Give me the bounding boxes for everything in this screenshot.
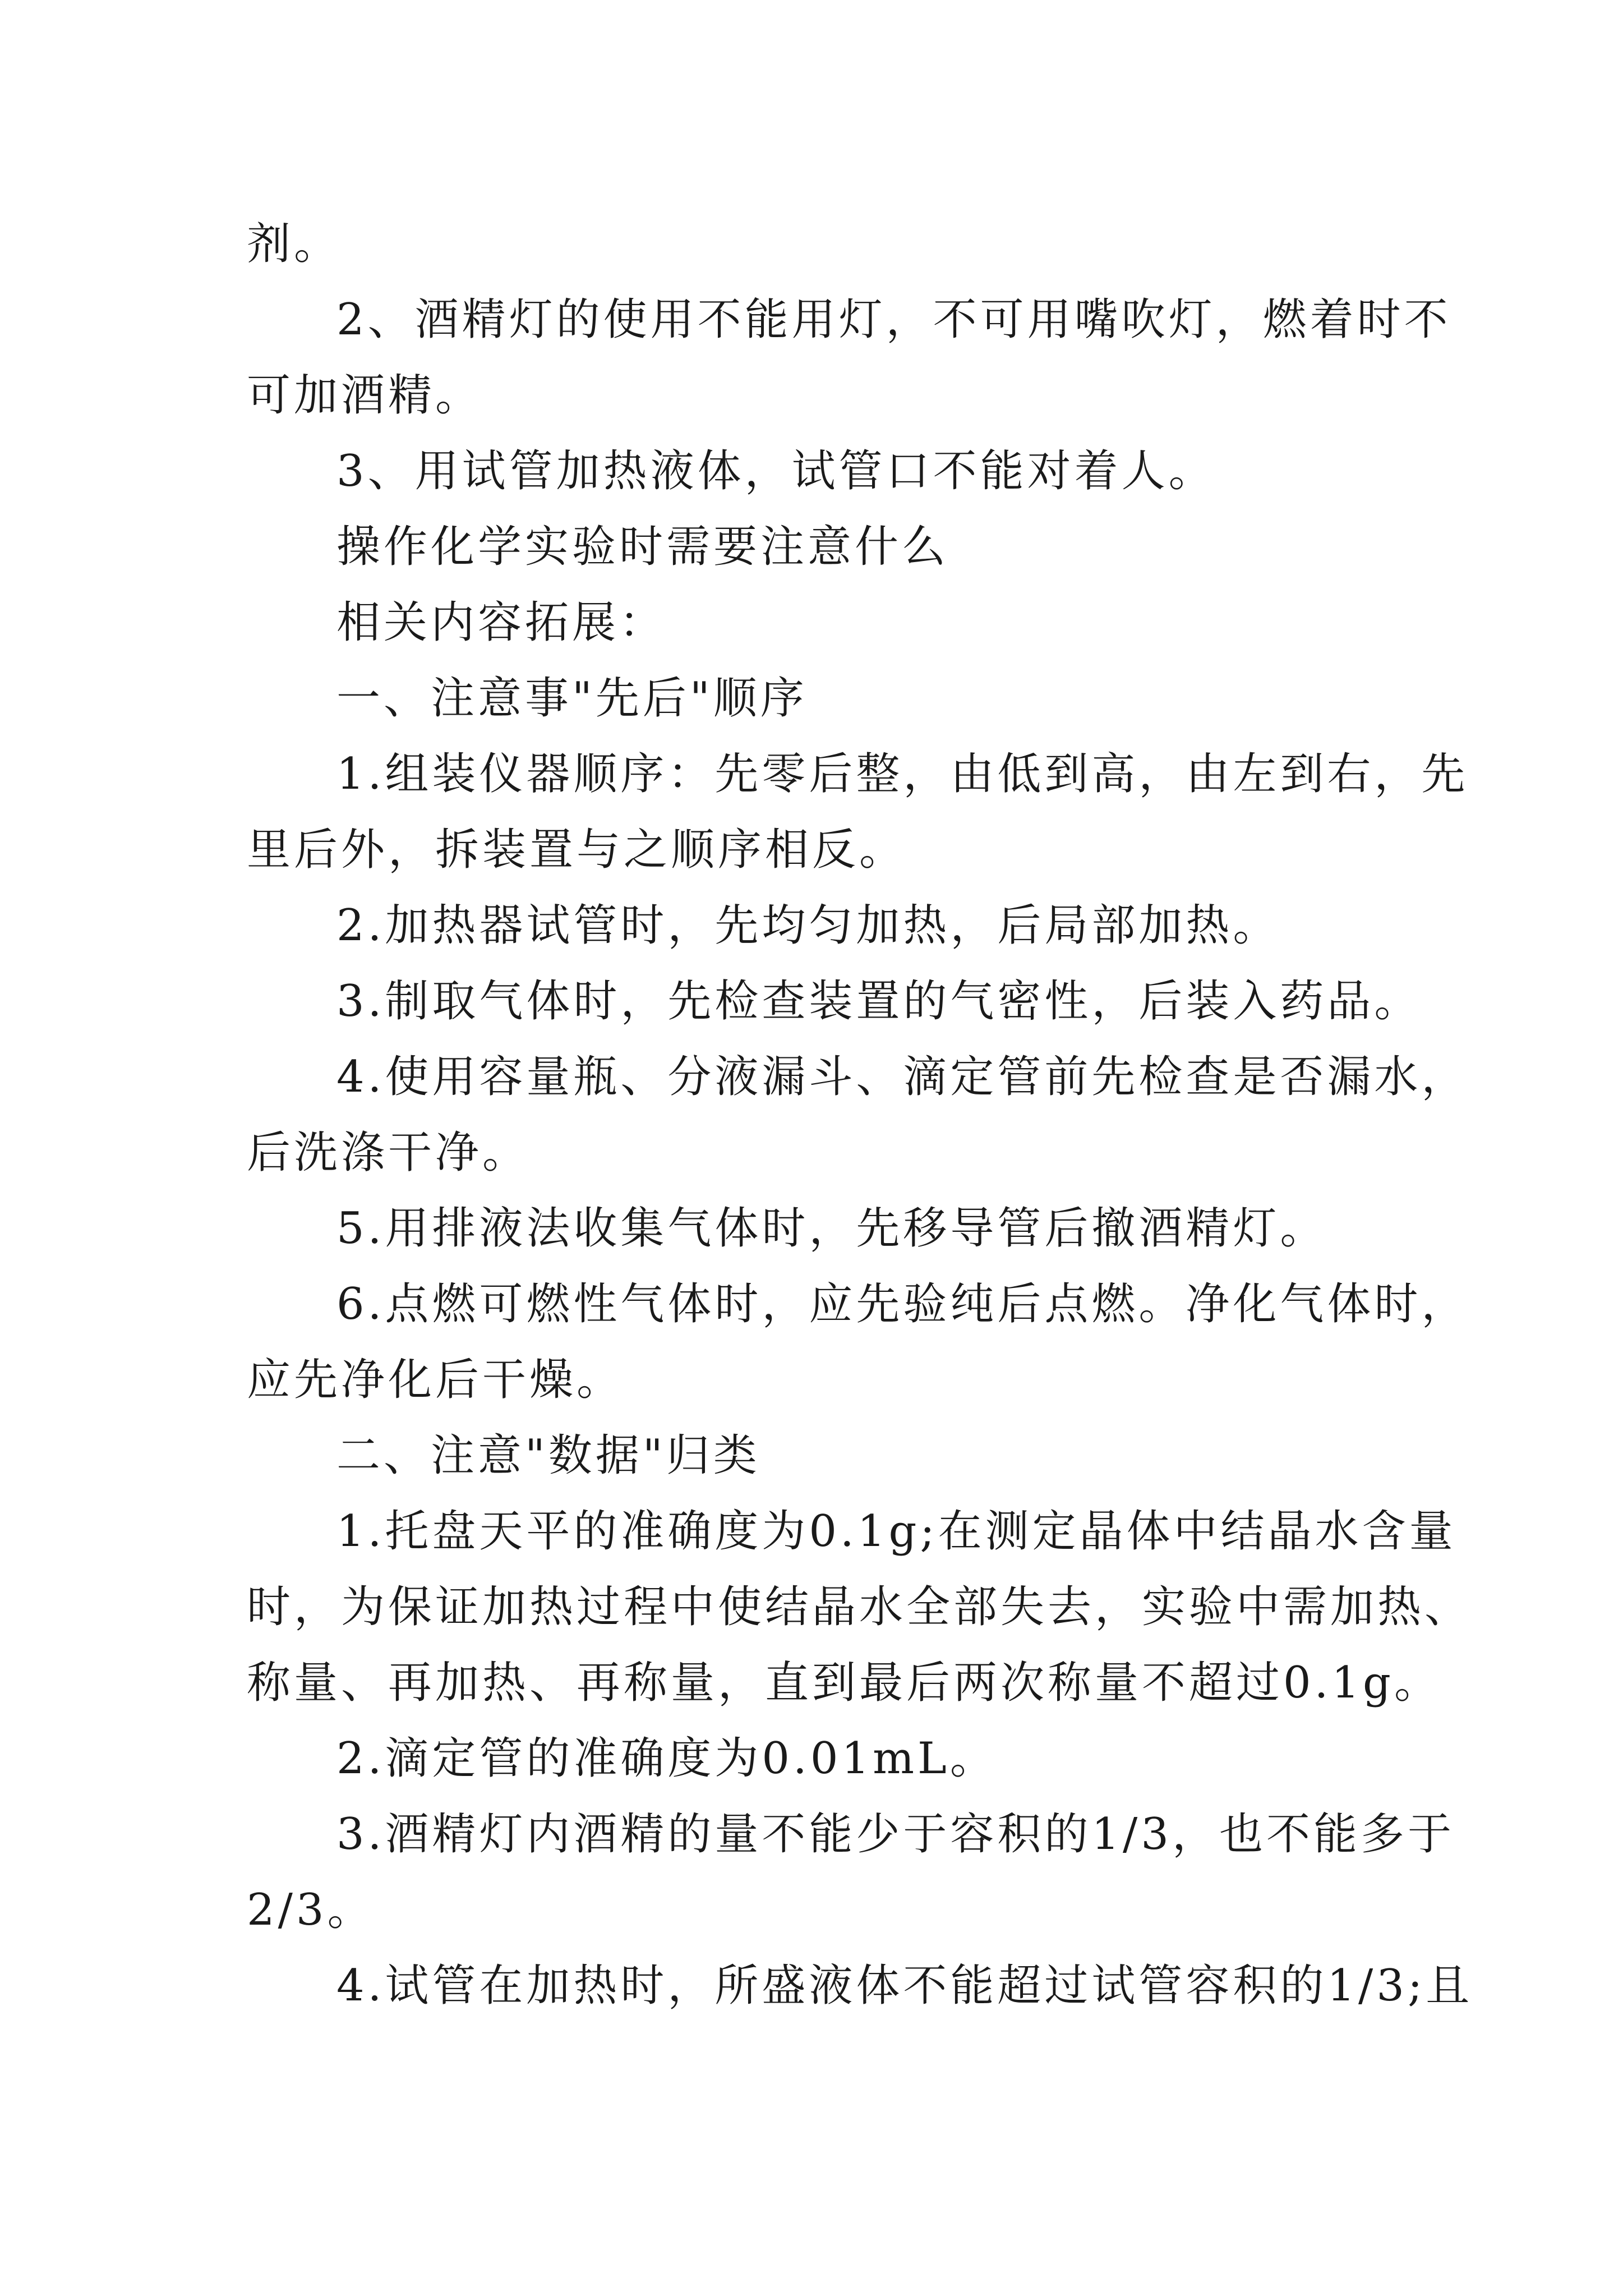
text-line: 称量、再加热、再称量，直到最后两次称量不超过0.1g。	[247, 1658, 1441, 1708]
text-line: 2.加热器试管时，先均匀加热，后局部加热。	[336, 900, 1280, 951]
text-line: 2.滴定管的准确度为0.01mL。	[336, 1733, 997, 1784]
text-line: 2/3。	[247, 1885, 375, 1935]
text-line: 5.用排液法收集气体时，先移导管后撤酒精灯。	[336, 1203, 1327, 1254]
text-line: 6.点燃可燃性气体时，应先验纯后点燃。净化气体时，	[336, 1279, 1469, 1329]
text-line: 3.制取气体时，先检查装置的气密性，后装入药品。	[336, 976, 1422, 1027]
text-line: 4.使用容量瓶、分液漏斗、滴定管前先检查是否漏水，	[336, 1052, 1469, 1102]
text-line: 后洗涤干净。	[247, 1128, 530, 1178]
text-line: 1.组装仪器顺序：先零后整，由低到高，由左到右，先	[336, 749, 1469, 799]
text-line: 2、酒精灯的使用不能用灯，不可用嘴吹灯，燃着时不	[336, 295, 1451, 345]
text-line: 剂。	[247, 219, 342, 269]
text-line: 时，为保证加热过程中使结晶水全部失去，实验中需加热、	[247, 1582, 1472, 1632]
section-heading: 二、注意"数据"归类	[336, 1430, 760, 1481]
section-heading: 一、注意事"先后"顺序	[336, 673, 808, 724]
text-line: 3、用试管加热液体，试管口不能对着人。	[336, 446, 1216, 496]
text-line: 应先净化后干燥。	[247, 1355, 624, 1405]
text-line: 3.酒精灯内酒精的量不能少于容积的1/3，也不能多于	[336, 1809, 1455, 1860]
text-line: 1.托盘天平的准确度为0.1g;在测定晶体中结晶水含量	[336, 1506, 1456, 1557]
text-line: 里后外，拆装置与之顺序相反。	[247, 825, 907, 875]
text-line: 操作化学实验时需要注意什么	[336, 522, 949, 572]
text-line: 可加酒精。	[247, 370, 483, 421]
text-line: 相关内容拓展：	[336, 597, 667, 648]
text-line: 4.试管在加热时，所盛液体不能超过试管容积的1/3;且	[336, 1961, 1473, 2011]
